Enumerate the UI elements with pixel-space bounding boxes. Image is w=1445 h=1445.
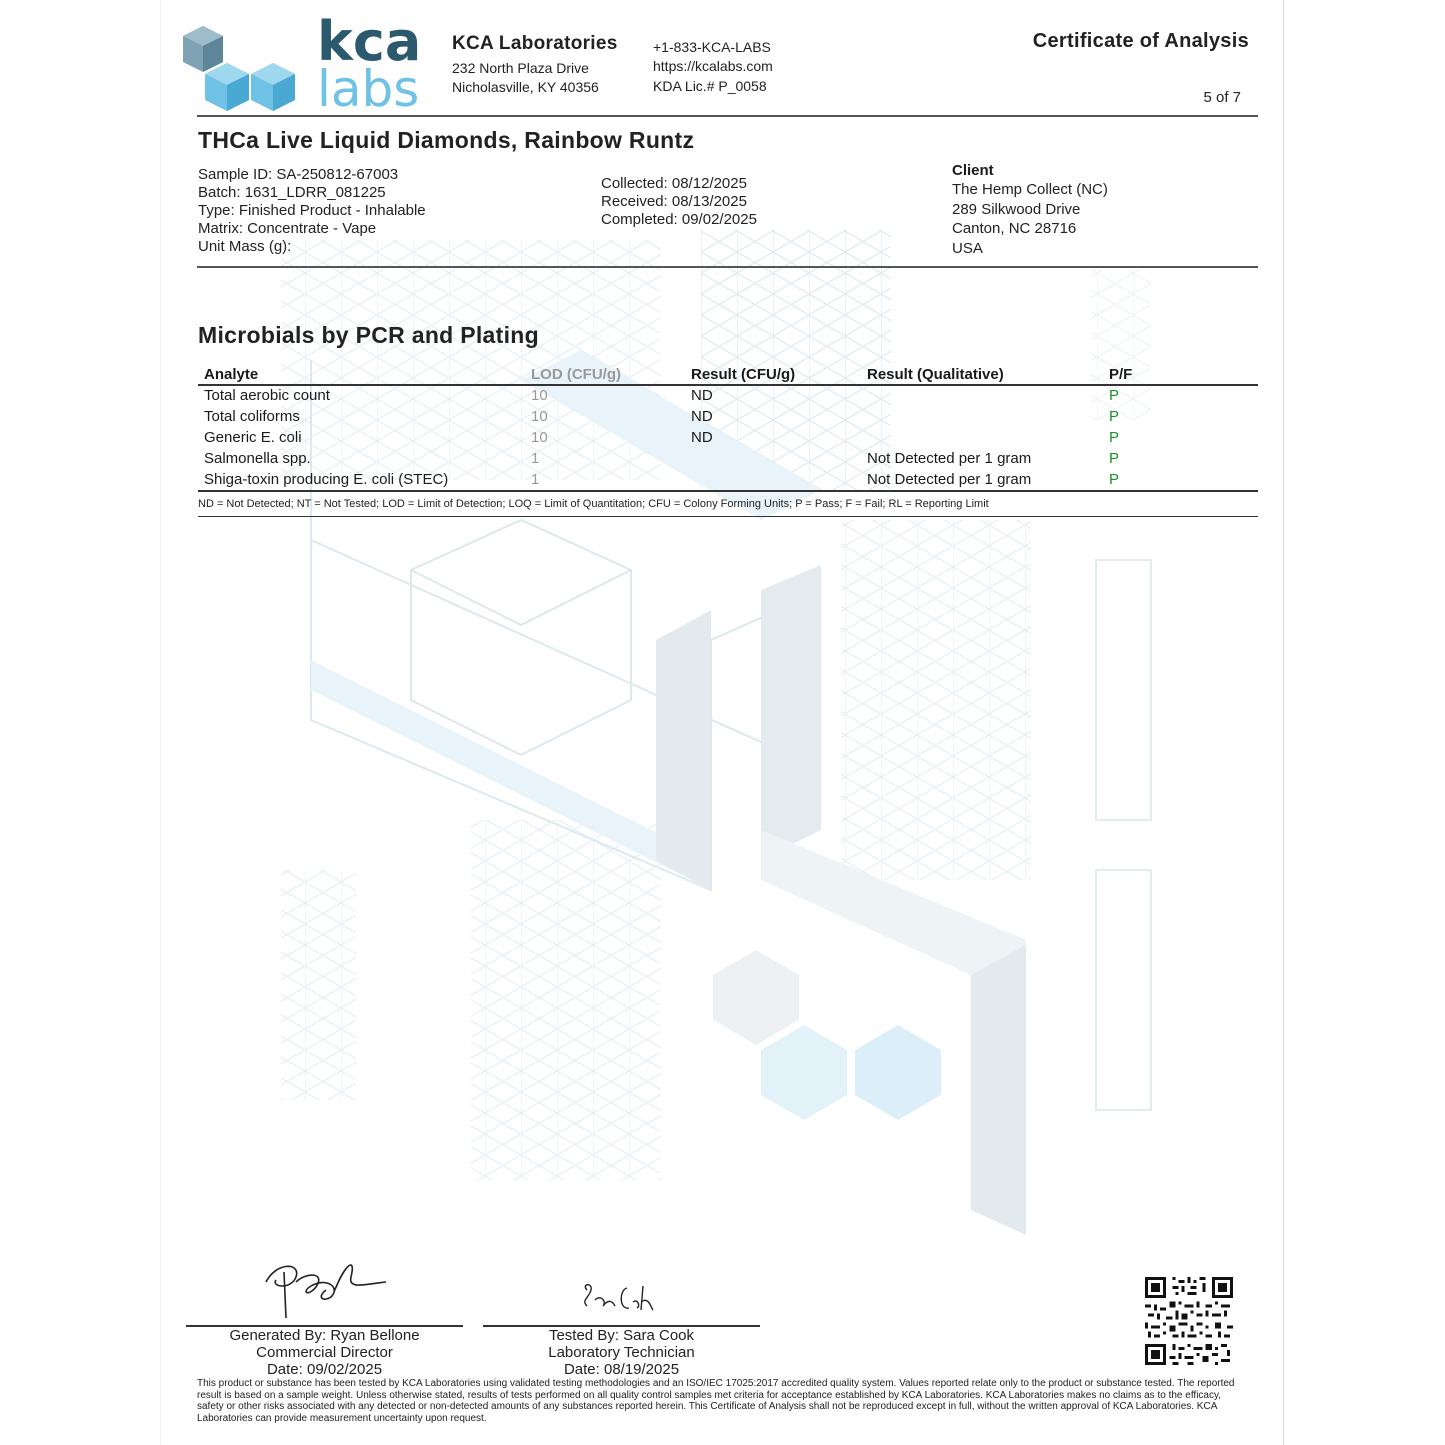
client-name: The Hemp Collect (NC) xyxy=(952,181,1108,198)
sample-id: Sample ID: SA-250812-67003 xyxy=(198,166,399,183)
column-header-result-qualitative: Result (Qualitative) xyxy=(861,362,1103,385)
table-row xyxy=(198,428,1258,449)
lab-address-line1: 232 North Plaza Drive xyxy=(452,60,589,76)
analyte-cell: Total coliforms xyxy=(204,408,300,426)
lod-cell: 1 xyxy=(531,449,540,467)
lod-cell: 10 xyxy=(531,408,548,426)
lab-phone: +1-833-KCA-LABS xyxy=(653,39,771,55)
pass-fail-cell: P xyxy=(1109,387,1120,405)
lab-website[interactable]: https://kcalabs.com xyxy=(653,58,773,74)
pass-fail-cell: P xyxy=(1103,469,1258,491)
result-qualitative-cell: Not Detected per 1 gram xyxy=(861,469,1103,491)
sample-type: Type: Finished Product - Inhalable xyxy=(198,202,426,219)
batch: Batch: 1631_LDRR_081225 xyxy=(198,184,386,201)
svg-text:labs: labs xyxy=(317,60,420,114)
received-date: Received: 08/13/2025 xyxy=(601,193,747,210)
completed-date: Completed: 09/02/2025 xyxy=(601,211,757,228)
table-row xyxy=(198,448,1258,469)
qr-code-icon[interactable] xyxy=(1145,1277,1233,1365)
table-row xyxy=(198,469,1258,491)
client-street: 289 Silkwood Drive xyxy=(952,201,1081,218)
unit-mass: Unit Mass (g): xyxy=(198,238,292,255)
result-qualitative-cell xyxy=(861,428,1103,449)
column-header-analyte: Analyte xyxy=(198,362,525,385)
header-divider xyxy=(197,115,1258,117)
lod-cell: 10 xyxy=(531,387,548,405)
signature-sara-cook xyxy=(579,1280,659,1320)
kca-cubes-logo-icon xyxy=(181,14,431,114)
lab-license: KDA Lic.# P_0058 xyxy=(653,78,767,94)
signature-ryan-bellone xyxy=(256,1252,396,1322)
legal-disclaimer: This product or substance has been tested by KCA Laboratories using validated testing methodologies and an ISO/IEC 17025:2017 accredited quality system. Values reported relate only to the product or substance tested. The reported result is based on a sample weight. Unless otherwise stated, results of tests performed on all quality control samples met criteria for acceptance established by KCA Laboratories. KCA Laboratories makes no claims as to the efficacy, safety or other risks associated with any detected or non-detected amounts of any substances reported herein. This Certificate of Analysis shall not be reproduced except in full, without the written approval of KCA Laboratories. KCA Laboratories can provide measurement uncertainty upon request. xyxy=(197,1378,1235,1424)
product-title: THCa Live Liquid Diamonds, Rainbow Runtz xyxy=(198,127,695,153)
result-cfu-cell xyxy=(685,469,861,491)
result-qualitative-cell xyxy=(861,385,1103,407)
generated-by: Generated By: Ryan Bellone xyxy=(229,1327,420,1344)
analyte-cell: Shiga-toxin producing E. coli (STEC) xyxy=(198,469,525,491)
client-country: USA xyxy=(952,240,983,257)
product-divider xyxy=(197,266,1258,268)
tested-by: Tested By: Sara Cook xyxy=(548,1327,695,1344)
result-cfu-cell xyxy=(685,448,861,469)
column-header-result-cfu: Result (CFU/g) xyxy=(685,362,861,385)
tested-role: Laboratory Technician xyxy=(548,1344,695,1361)
page-number: 5 of 7 xyxy=(1203,89,1241,106)
pass-fail-cell: P xyxy=(1109,408,1120,426)
column-header-pass-fail: P/F xyxy=(1103,362,1258,385)
analyte-cell: Generic E. coli xyxy=(204,428,302,446)
lod-cell: 1 xyxy=(525,469,685,491)
certificate-page xyxy=(160,0,1284,1445)
result-qualitative-cell xyxy=(861,407,1103,428)
result-cfu-cell: ND xyxy=(691,408,713,426)
analyte-cell: Total aerobic count xyxy=(204,387,330,405)
result-qualitative-cell: Not Detected per 1 gram xyxy=(867,449,1032,467)
lod-cell: 10 xyxy=(531,428,548,446)
svg-text:kca: kca xyxy=(317,14,422,73)
column-header-lod: LOD (CFU/g) xyxy=(525,362,685,385)
collected-date: Collected: 08/12/2025 xyxy=(601,175,747,192)
result-cfu-cell: ND xyxy=(691,428,713,446)
pass-fail-cell: P xyxy=(1109,449,1120,467)
microbials-table xyxy=(198,362,1258,492)
table-row xyxy=(198,407,1258,428)
generated-date: Date: 09/02/2025 xyxy=(266,1361,383,1378)
client-city: Canton, NC 28716 xyxy=(952,220,1077,237)
document-title: Certificate of Analysis xyxy=(1032,30,1249,52)
table-header-row xyxy=(198,362,1258,385)
pass-fail-cell: P xyxy=(1109,428,1120,446)
lab-address-line2: Nicholasville, KY 40356 xyxy=(452,79,599,95)
lab-name: KCA Laboratories xyxy=(452,33,618,54)
section-title: Microbials by PCR and Plating xyxy=(198,322,539,348)
client-heading: Client xyxy=(952,162,994,179)
result-cfu-cell: ND xyxy=(691,387,713,405)
analyte-cell: Salmonella spp. xyxy=(204,449,311,467)
table-row xyxy=(198,385,1258,407)
abbreviations-legend: ND = Not Detected; NT = Not Tested; LOD = Limit of Detection; LOQ = Limit of Quantitation; CFU = Colony Forming Units; P = Pass; F = Fail; RL = Reporting Limit xyxy=(198,498,1258,517)
tested-date: Date: 08/19/2025 xyxy=(563,1361,680,1378)
sample-matrix: Matrix: Concentrate - Vape xyxy=(198,220,377,237)
generated-role: Commercial Director xyxy=(256,1344,393,1361)
